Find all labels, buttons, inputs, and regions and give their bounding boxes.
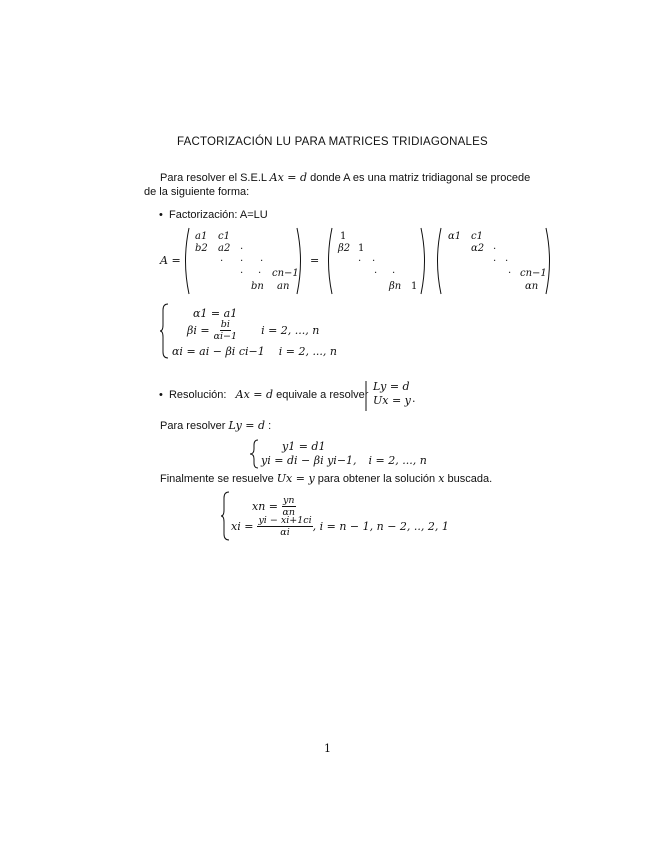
matrix-l-entry: βn [389,281,402,292]
matrix-a-entry: . [240,265,244,276]
y-recursion: yi = di − βi yi−1, [261,454,357,467]
page-title: FACTORIZACIÓN LU PARA MATRICES TRIDIAGONALES [177,136,488,148]
system-1-line-3 [172,345,337,358]
para-ux-mid: para obtener la solución [314,473,439,485]
matrix-a-entry: cn−1 [272,268,299,279]
xn-denominator: αn [282,507,296,518]
beta-lhs: βi = [187,324,210,337]
para-ly-equation: Ly = d [228,419,266,432]
para-ly-end: : [265,420,272,432]
system-1-line-2 [187,319,319,342]
xi-numerator: yi − xi+1ci [258,515,312,526]
matrix-a-entry: a2 [218,243,231,254]
para-ux-equation: Ux = y [276,472,315,485]
matrix-l-left-paren [325,228,333,294]
matrix-l-entry: β2 [338,243,351,254]
system-1-brace [160,304,170,358]
intro-line-2: de la siguiente forma: [144,186,250,198]
matrix-u-entry: cn−1 [520,268,547,279]
para-ux [160,472,492,485]
matrix-u-entry: αn [525,281,539,292]
matrix-l-entry: . [374,265,378,276]
xi-range: , i = n − 1, n − 2, .., 2, 1 [312,520,449,533]
intro-equation: Ax = d [269,171,308,184]
matrix-a-right-paren [296,228,304,294]
para-ly [160,419,271,432]
system-3-line-2 [231,515,449,538]
system-2-brace [250,440,260,468]
resolution-bar [365,381,367,411]
matrix-l-entry: 1 [358,243,365,254]
matrix-u-entry: c1 [471,231,483,242]
alpha-recursion: αi = ai − βi ci−1 [172,345,265,358]
beta-fraction [214,319,237,342]
matrix-u-entry: . [493,241,497,252]
bullet-factorization [159,209,268,221]
matrix-a-left-paren [182,228,190,294]
matrix-a-entry: . [260,253,264,264]
system-2-line-2 [261,454,427,467]
resolution-system-1: Ly = d [373,380,410,393]
page-number: 1 [324,742,331,755]
matrix-u-entry: α2 [471,243,485,254]
matrix-l-entry: . [358,253,362,264]
para-ux-end: buscada. [444,473,493,485]
matrix-a-entry: an [277,281,290,292]
xi-fraction [257,515,312,538]
bullet-resolution [159,388,368,401]
matrix-u-entry: . [493,253,497,264]
xi-lhs: xi = [231,520,254,533]
matrix-u-entry: . [508,265,512,276]
xn-lhs: xn = [252,500,279,513]
system-3-brace [221,492,231,540]
bullet-marker: • [159,389,163,401]
matrix-a-entry: . [240,253,244,264]
para-ux-text: Finalmente se resuelve [160,473,277,485]
beta-range: i = 2, ..., n [261,324,320,337]
matrix-a-entry: c1 [218,231,230,242]
xn-numerator: yn [283,495,295,506]
matrix-equals-sign: = [310,254,320,267]
alpha-range: i = 2, ..., n [278,345,338,358]
system-1-line-1: α1 = a1 [193,307,238,320]
matrix-l-right-paren [420,228,428,294]
matrix-l-entry: 1 [411,281,418,292]
resolution-mid-text: equivale a resolver [276,389,369,401]
matrix-a-entry: bn [251,281,264,292]
matrix-u-entry: . [505,253,509,264]
bullet-marker: • [159,209,163,221]
xi-denominator: αi [280,527,290,538]
matrix-a-entry: . [258,265,262,276]
resolution-equation: Ax = d [235,388,274,401]
matrix-l-entry: . [392,265,396,276]
resolution-period: . [412,392,416,405]
factorization-label: Factorización: A=LU [168,209,268,221]
matrix-a-entry: . [240,241,244,252]
matrix-a-lhs: A = [160,254,181,267]
matrix-u-right-paren [545,228,553,294]
matrix-a-entry: a1 [195,231,208,242]
intro-text-b: donde A es una matriz tridiagonal se procede [307,172,531,184]
resolution-label: Resolución: [168,389,227,401]
para-ly-text: Para resolver [160,420,229,432]
para-ux-variable: x [438,472,445,485]
beta-numerator: bi [220,319,230,330]
intro-line-1 [160,171,530,184]
intro-text-a: Para resolver el S.E.L [160,172,270,184]
beta-denominator: αi−1 [213,331,238,342]
matrix-l-entry: 1 [340,231,347,242]
matrix-u-entry: α1 [448,231,462,242]
matrix-l-entry: . [372,253,376,264]
matrix-a-entry: b2 [195,243,208,254]
system-2-line-1: y1 = d1 [282,440,326,453]
resolution-system-2: Ux = y [373,394,411,407]
matrix-u-left-paren [434,228,442,294]
matrix-a-entry: . [220,253,224,264]
y-range: i = 2, ..., n [368,454,427,467]
